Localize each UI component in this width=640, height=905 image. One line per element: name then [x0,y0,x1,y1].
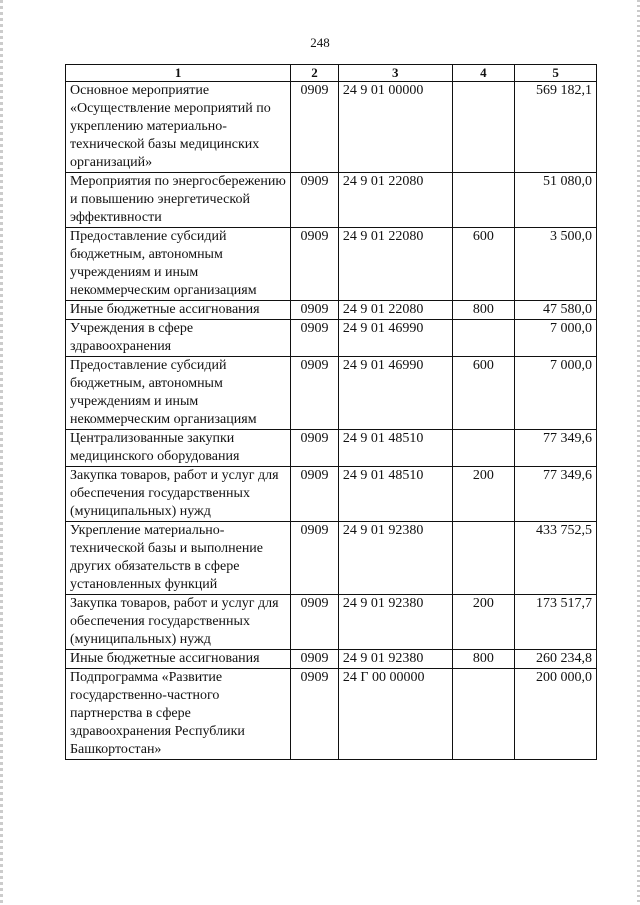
row-expense-type-cell: 800 [452,650,515,669]
row-expense-type-cell [452,522,515,595]
column-header-2: 2 [291,65,339,82]
row-section-code-cell: 0909 [291,522,339,595]
table-row [66,301,597,320]
row-target-article-cell: 24 9 01 92380 [338,595,452,650]
row-expense-type-cell: 600 [452,357,515,430]
row-expense-type-cell: 200 [452,595,515,650]
row-name-cell: Закупка товаров, работ и услуг для обеспечения государственных (муниципальных) нужд [66,595,291,650]
row-section-code-cell: 0909 [291,357,339,430]
row-target-article-cell: 24 9 01 22080 [338,173,452,228]
row-name-cell: Иные бюджетные ассигнования [66,650,291,669]
row-name-cell: Учреждения в сфере здравоохранения [66,320,291,357]
row-section-code-cell: 0909 [291,595,339,650]
row-target-article-cell: 24 9 01 92380 [338,650,452,669]
row-target-article-cell: 24 9 01 48510 [338,430,452,467]
table-row [66,357,597,430]
row-amount-cell: 569 182,1 [515,82,597,173]
row-target-article-cell: 24 9 01 22080 [338,301,452,320]
row-name-cell: Предоставление субсидий бюджетным, автономным учреждениям и иным некоммерческим организациям [66,357,291,430]
table-row [66,467,597,522]
table-body [66,82,597,760]
row-target-article-cell: 24 9 01 46990 [338,320,452,357]
table-row [66,320,597,357]
row-target-article-cell: 24 Г 00 00000 [338,669,452,760]
row-target-article-cell: 24 9 01 46990 [338,357,452,430]
table-row [66,522,597,595]
row-expense-type-cell [452,82,515,173]
row-amount-cell: 51 080,0 [515,173,597,228]
row-amount-cell: 7 000,0 [515,357,597,430]
column-header-3: 3 [338,65,452,82]
row-section-code-cell: 0909 [291,301,339,320]
row-section-code-cell: 0909 [291,228,339,301]
table-row [66,669,597,760]
row-section-code-cell: 0909 [291,430,339,467]
row-section-code-cell: 0909 [291,467,339,522]
scan-edge-left [0,0,3,905]
row-section-code-cell: 0909 [291,173,339,228]
row-amount-cell: 433 752,5 [515,522,597,595]
row-expense-type-cell: 200 [452,467,515,522]
row-amount-cell: 173 517,7 [515,595,597,650]
row-amount-cell: 7 000,0 [515,320,597,357]
row-name-cell: Мероприятия по энергосбережению и повышению энергетической эффективности [66,173,291,228]
row-name-cell: Закупка товаров, работ и услуг для обеспечения государственных (муниципальных) нужд [66,467,291,522]
row-target-article-cell: 24 9 01 22080 [338,228,452,301]
row-name-cell: Подпрограмма «Развитие государственно-частного партнерства в сфере здравоохранения Республики Башкортостан» [66,669,291,760]
row-amount-cell: 77 349,6 [515,430,597,467]
column-header-1: 1 [66,65,291,82]
row-target-article-cell: 24 9 01 48510 [338,467,452,522]
row-name-cell: Предоставление субсидий бюджетным, автономным учреждениям и иным некоммерческим организациям [66,228,291,301]
table-row [66,430,597,467]
row-expense-type-cell: 600 [452,228,515,301]
row-expense-type-cell [452,173,515,228]
row-expense-type-cell [452,430,515,467]
row-target-article-cell: 24 9 01 92380 [338,522,452,595]
row-name-cell: Укрепление материально-технической базы и выполнение других обязательств в сфере установленных функций [66,522,291,595]
row-name-cell: Основное мероприятие «Осуществление мероприятий по укреплению материально-технической базы медицинских организаций» [66,82,291,173]
row-expense-type-cell [452,669,515,760]
row-section-code-cell: 0909 [291,320,339,357]
table-row [66,82,597,173]
row-target-article-cell: 24 9 01 00000 [338,82,452,173]
table-header-row [66,65,597,82]
table-row [66,228,597,301]
budget-table [65,64,597,760]
row-section-code-cell: 0909 [291,669,339,760]
row-name-cell: Иные бюджетные ассигнования [66,301,291,320]
column-header-5: 5 [515,65,597,82]
row-amount-cell: 200 000,0 [515,669,597,760]
row-expense-type-cell: 800 [452,301,515,320]
row-expense-type-cell [452,320,515,357]
row-name-cell: Централизованные закупки медицинского оборудования [66,430,291,467]
row-amount-cell: 77 349,6 [515,467,597,522]
row-section-code-cell: 0909 [291,82,339,173]
table-row [66,650,597,669]
row-amount-cell: 47 580,0 [515,301,597,320]
row-section-code-cell: 0909 [291,650,339,669]
row-amount-cell: 260 234,8 [515,650,597,669]
table-row [66,595,597,650]
table-row [66,173,597,228]
row-amount-cell: 3 500,0 [515,228,597,301]
page-number: 248 [310,35,330,50]
column-header-4: 4 [452,65,515,82]
